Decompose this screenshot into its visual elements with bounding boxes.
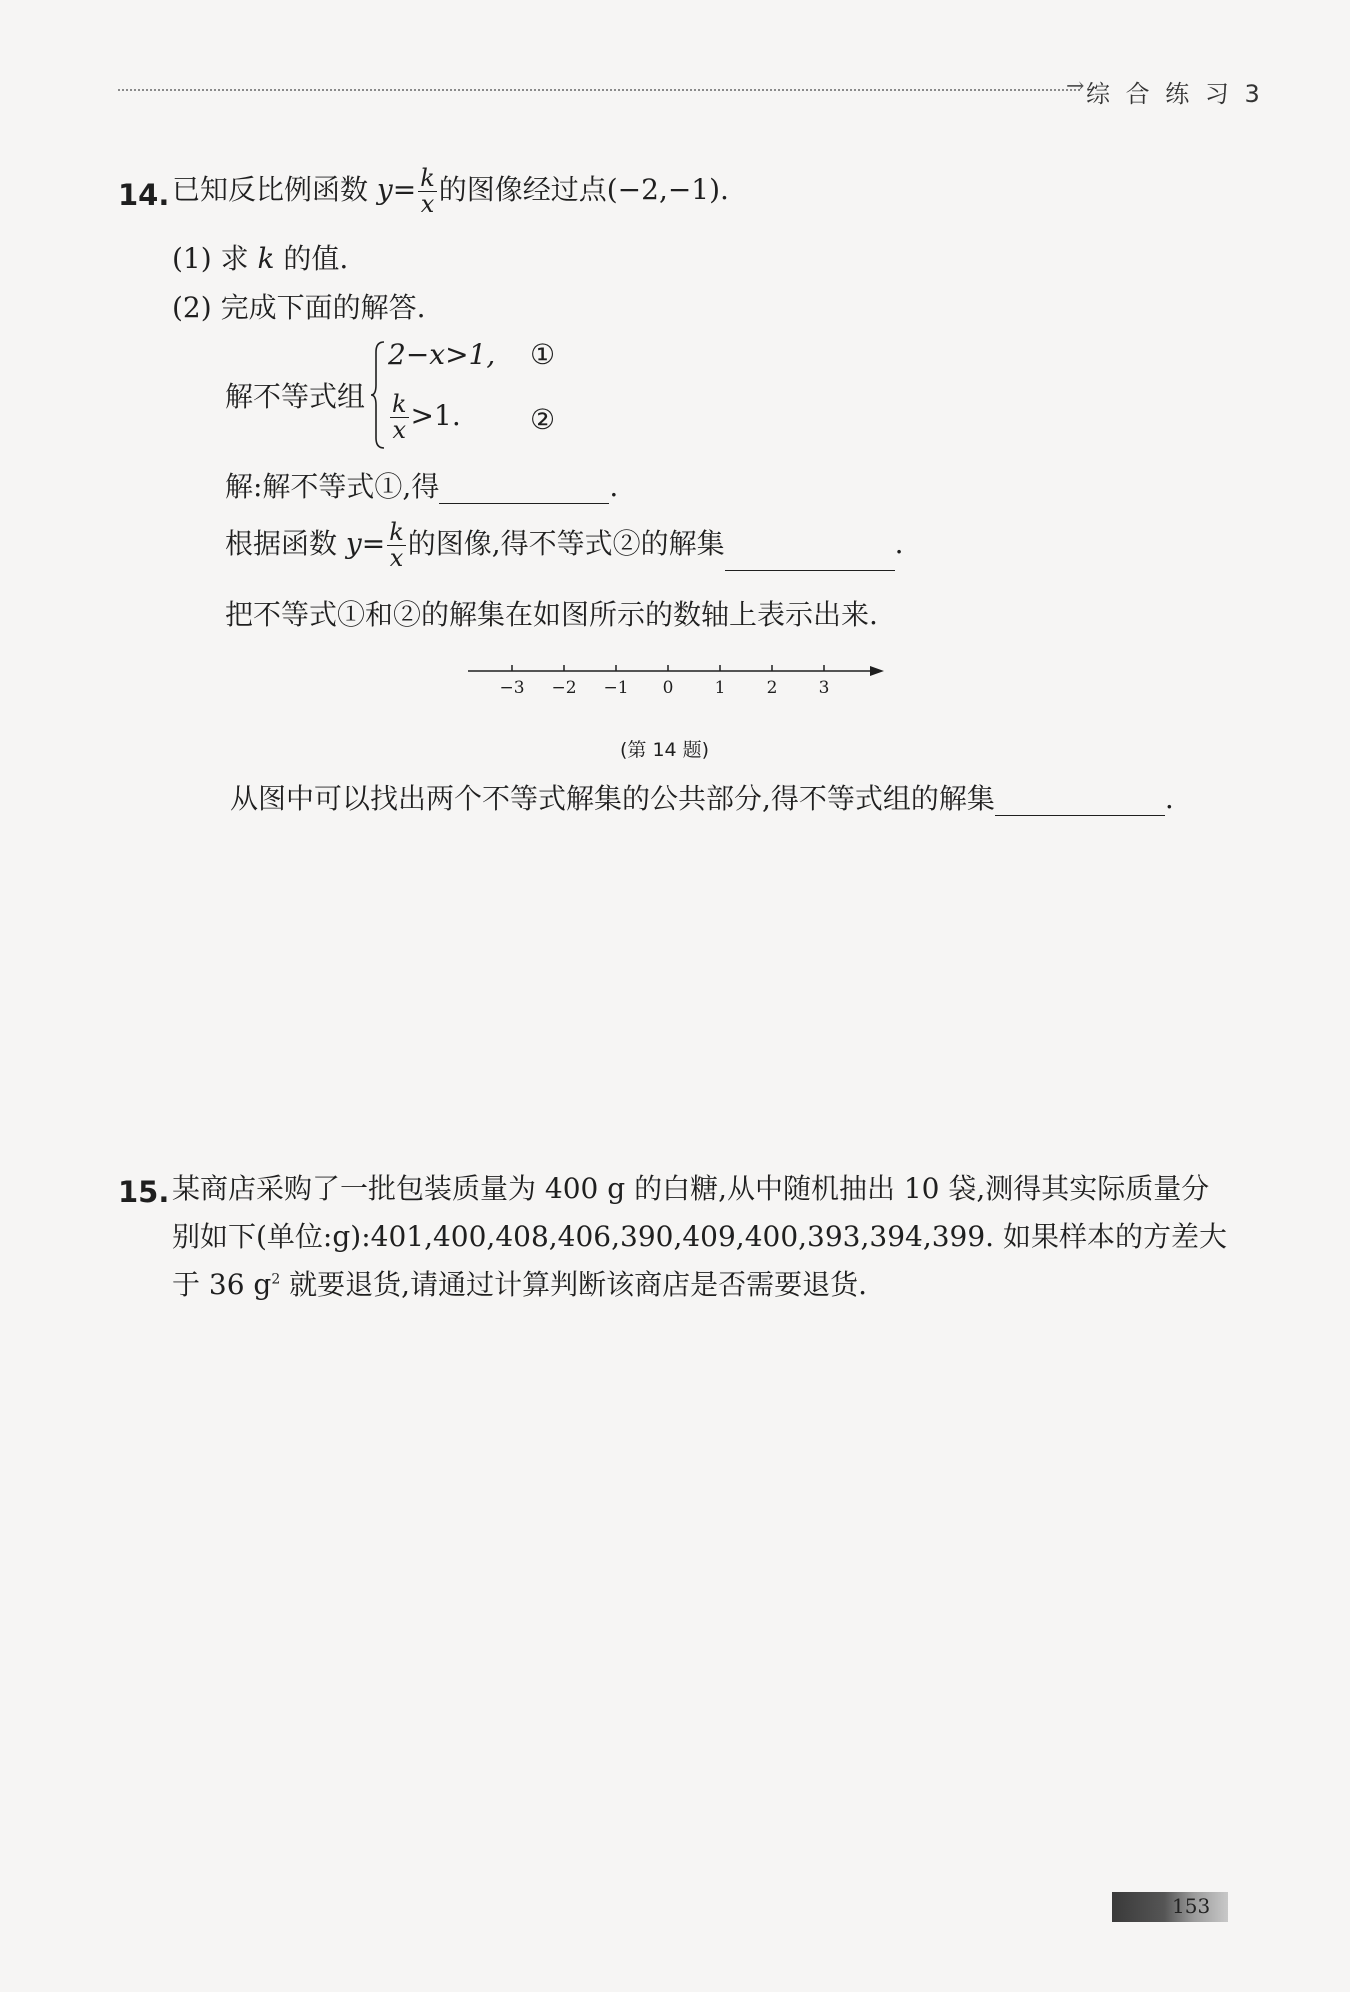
solution-2-text: 根据函数 <box>225 527 338 561</box>
tick-label: −1 <box>603 678 629 698</box>
part-1 <box>172 242 348 276</box>
part-2 <box>172 291 425 325</box>
part-1-label: (1) <box>172 242 212 275</box>
solution-line-2 <box>225 520 904 571</box>
conclusion-line <box>230 782 1174 816</box>
question-15-line-2: 别如下(单位:g):401,400,408,406,390,409,400,393,394,399. 如果样本的方差大 <box>172 1220 1227 1253</box>
brace-icon <box>370 340 386 450</box>
solution-1-text: 解:解不等式①,得 <box>225 470 440 503</box>
tick-label: 1 <box>714 678 726 698</box>
denominator: x <box>392 416 407 445</box>
numerator: k <box>420 164 435 192</box>
question-15-number: 15. <box>118 1175 170 1209</box>
part-1-k: k <box>257 242 275 275</box>
answer-blank-1[interactable] <box>439 477 609 504</box>
question-14-stem <box>172 166 729 217</box>
solution-2-text-end: 的图像,得不等式②的解集 <box>407 527 725 561</box>
y-equals: y= <box>376 173 417 207</box>
question-15-line-3 <box>172 1268 867 1302</box>
inequality-1: 2−x>1, <box>388 338 496 371</box>
inequality-1-mark: ① <box>530 338 556 371</box>
superscript: 2 <box>271 1271 281 1288</box>
inequality-2-mark: ② <box>530 403 556 436</box>
q15-text: 于 36 g <box>172 1268 272 1301</box>
inequality-2 <box>388 392 461 443</box>
number-line-arrow-icon <box>870 666 884 676</box>
inequality-2-rhs: >1. <box>410 399 461 433</box>
fraction-k-over-x <box>387 520 406 571</box>
part-1-text-end: 的值. <box>283 242 349 275</box>
q15-text-end: 就要退货,请通过计算判断该商店是否需要退货. <box>280 1268 867 1301</box>
denominator: x <box>389 544 404 573</box>
fraction-k-over-x <box>390 392 409 443</box>
fraction-k-over-x <box>418 166 437 217</box>
denominator: x <box>420 190 435 219</box>
tick-label: 0 <box>662 678 674 698</box>
figure-caption: (第 14 题) <box>620 739 710 761</box>
question-15-line-1: 某商店采购了一批包装质量为 400 g 的白糖,从中随机抽出 10 袋,测得其实际质量分 <box>172 1172 1210 1205</box>
header-rule <box>118 89 1080 91</box>
part-1-text: 求 <box>220 242 249 275</box>
period: . <box>609 470 619 503</box>
page-number-tab <box>1112 1892 1228 1922</box>
number-line <box>460 655 890 715</box>
question-14-number: 14. <box>118 178 170 212</box>
page-number: 153 <box>1172 1894 1211 1918</box>
tick-label: 2 <box>766 678 778 698</box>
solution-line-1 <box>225 470 618 504</box>
part-2-label: (2) <box>172 291 212 324</box>
answer-blank-3[interactable] <box>995 789 1165 816</box>
section-title: 综 合 练 习 3 <box>1086 80 1264 108</box>
answer-blank-2[interactable] <box>725 544 895 571</box>
period: . <box>1164 782 1174 815</box>
tick-label: −2 <box>551 678 577 698</box>
solution-line-3: 把不等式①和②的解集在如图所示的数轴上表示出来. <box>225 598 878 631</box>
system-label: 解不等式组 <box>225 380 366 413</box>
numerator: k <box>389 518 404 546</box>
stem-text-end: 的图像经过点(−2,−1). <box>438 173 729 207</box>
tick-label: 3 <box>818 678 830 698</box>
period: . <box>894 527 904 561</box>
numerator: k <box>392 390 407 418</box>
stem-text: 已知反比例函数 <box>172 173 369 207</box>
arrow-icon: → <box>1066 74 1085 99</box>
number-line-ticks <box>499 665 829 698</box>
conclusion-text: 从图中可以找出两个不等式解集的公共部分,得不等式组的解集 <box>230 782 995 815</box>
tick-label: −3 <box>499 678 525 698</box>
part-2-text: 完成下面的解答. <box>220 291 426 324</box>
y-equals: y= <box>345 527 386 561</box>
